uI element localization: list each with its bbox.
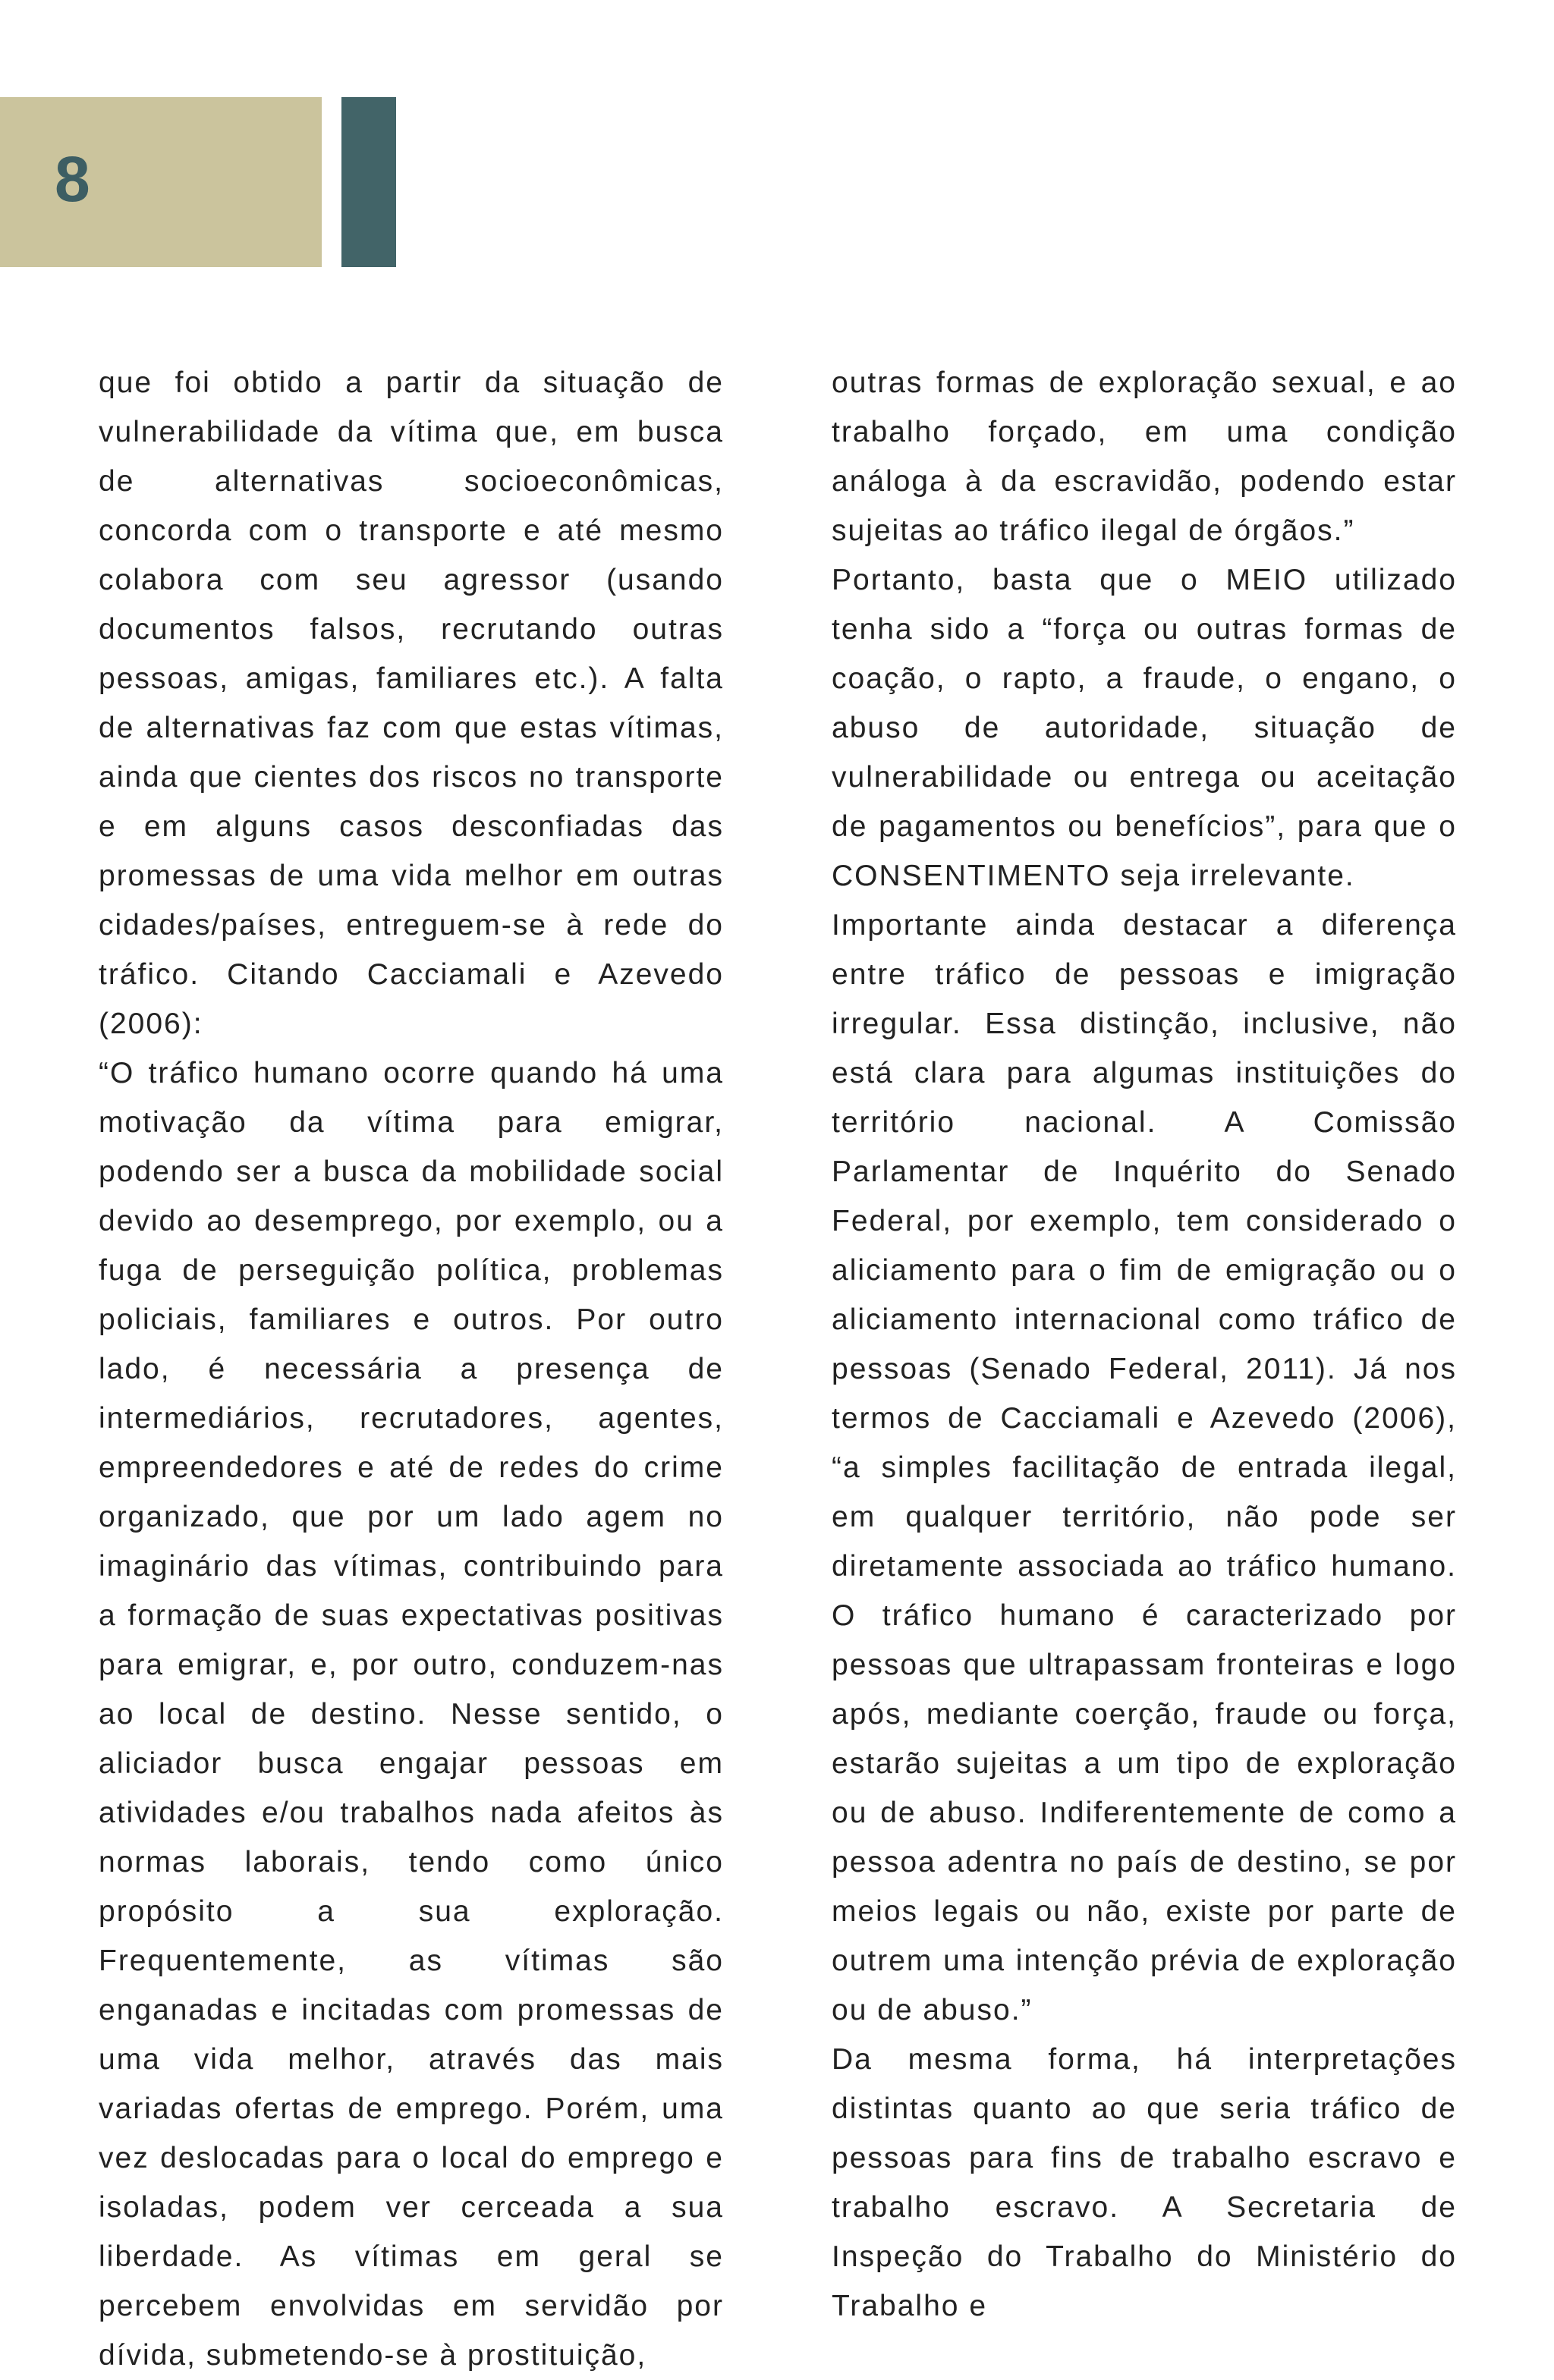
paragraph: que foi obtido a partir da situação de vulnerabilidade da vítima que, em busca de alternativas socioeconômicas, concorda com o transporte e até mesmo colabora com seu agressor (usando documentos falsos, recrutando outras pessoas, amigas, familiares etc.). A falta de alternativas faz com que estas vítimas, ainda que cientes dos riscos no transporte e em alguns casos desconfiadas das promessas de uma vida melhor em outras cidades/países, entreguem-se à rede do tráfico. Citando Cacciamali e Azevedo (2006):: [99, 366, 724, 1040]
paragraph: Da mesma forma, há interpretações distintas quanto ao que seria tráfico de pessoas para fins de trabalho escravo e trabalho escravo. A Secretaria de Inspeção do Trabalho do Ministério do Trabalho e: [832, 2043, 1457, 2322]
block-quote-continuation: outras formas de exploração sexual, e ao trabalho forçado, em uma condição análoga à da escravidão, podendo estar sujeitas ao tráfico ilegal de órgãos.”: [832, 366, 1457, 547]
paragraph: Portanto, basta que o MEIO utilizado tenha sido a “força ou outras formas de coação, o rapto, a fraude, o engano, o abuso de autoridade, situação de vulnerabilidade ou entrega ou aceitação de pagamentos ou benefícios”, para que o CONSENTIMENTO seja irrelevante.: [832, 564, 1457, 892]
page-number: 8: [55, 143, 90, 215]
right-text-column: [832, 358, 1457, 2331]
paragraph: Importante ainda destacar a diferença entre tráfico de pessoas e imigração irregular. Essa distinção, inclusive, não está clara para algumas instituições do território nacional. A Comissão Parlamentar de Inquérito do Senado Federal, por exemplo, tem considerado o aliciamento para o fim de emigração ou o aliciamento internacional como tráfico de pessoas (Senado Federal, 2011). Já nos termos de Cacciamali e Azevedo (2006), “a simples facilitação de entrada ilegal, em qualquer território, não pode ser diretamente associada ao tráfico humano. O tráfico humano é caracterizado por pessoas que ultrapassam fronteiras e logo após, mediante coerção, fraude ou força, estarão sujeitas a um tipo de exploração ou de abuso. Indiferentemente de como a pessoa adentra no país de destino, se por meios legais ou não, existe por parte de outrem uma intenção prévia de exploração ou de abuso.”: [832, 909, 1457, 2026]
page-number-tab: [0, 97, 322, 267]
block-quote: “O tráfico humano ocorre quando há uma motivação da vítima para emigrar, podendo ser a busca da mobilidade social devido ao desemprego, por exemplo, ou a fuga de perseguição política, problemas policiais, familiares e outros. Por outro lado, é necessária a presença de intermediários, recrutadores, agentes, empreendedores e até de redes do crime organizado, que por um lado agem no imaginário das vítimas, contribuindo para a formação de suas expectativas positivas para emigrar, e, por outro, conduzem-nas ao local de destino. Nesse sentido, o aliciador busca engajar pessoas em atividades e/ou trabalhos nada afeitos às normas laborais, tendo como único propósito a sua exploração. Frequentemente, as vítimas são enganadas e incitadas com promessas de uma vida melhor, através das mais variadas ofertas de emprego. Porém, uma vez deslocadas para o local do emprego e isoladas, podem ver cerceada a sua liberdade. As vítimas em geral se percebem envolvidas em servidão por dívida, submetendo-se à prostituição,: [99, 1057, 724, 2372]
header-accent-bar: [341, 97, 396, 267]
left-text-column: [99, 358, 724, 2380]
